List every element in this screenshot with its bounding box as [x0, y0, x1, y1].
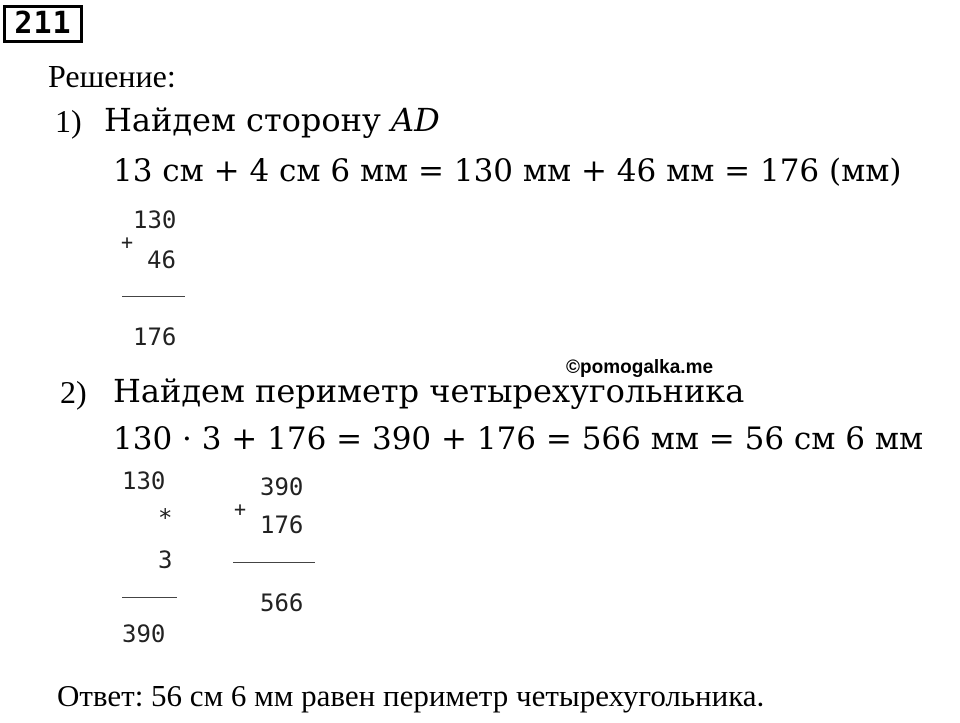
- step2-equation: 130 · 3 + 176 = 390 + 176 = 566 мм = 56 см 6 мм: [113, 421, 924, 457]
- step2-add-operator: +: [234, 497, 247, 521]
- step2-heading: Найдем периметр четырехугольника: [113, 372, 745, 410]
- step1-col-result: 176: [133, 323, 177, 351]
- step2-add-result: 566: [260, 589, 304, 617]
- step1-col-operator: +: [121, 230, 134, 254]
- step1-col-top: 130: [133, 206, 177, 234]
- step1-variable: AD: [390, 101, 440, 139]
- step2-mult-bottom: 3: [158, 546, 173, 574]
- step2-mult-top: 130: [122, 467, 166, 495]
- step2-mult-result: 390: [122, 620, 166, 648]
- step1-equation: 13 см + 4 см 6 мм = 130 мм + 46 мм = 176 (мм): [113, 153, 902, 189]
- step2-mult-operator: *: [158, 504, 173, 532]
- problem-number-box: 211: [3, 5, 83, 43]
- watermark: ©pomogalka.me: [566, 357, 714, 378]
- step2-add-top: 390: [260, 473, 304, 501]
- step1-heading: [104, 101, 440, 139]
- step2-marker: 2): [60, 374, 87, 410]
- solution-label: Решение:: [48, 58, 176, 94]
- step1-col-rule: [122, 296, 185, 297]
- step2-add-bottom: 176: [260, 511, 304, 539]
- step1-heading-text: Найдем сторону: [104, 101, 381, 139]
- answer-line: Ответ: 56 см 6 мм равен периметр четырехугольника.: [57, 678, 765, 713]
- step2-mult-rule: [122, 597, 177, 598]
- step1-marker: 1): [55, 103, 82, 139]
- step1-col-bottom: 46: [147, 246, 176, 274]
- step2-add-rule: [233, 562, 315, 563]
